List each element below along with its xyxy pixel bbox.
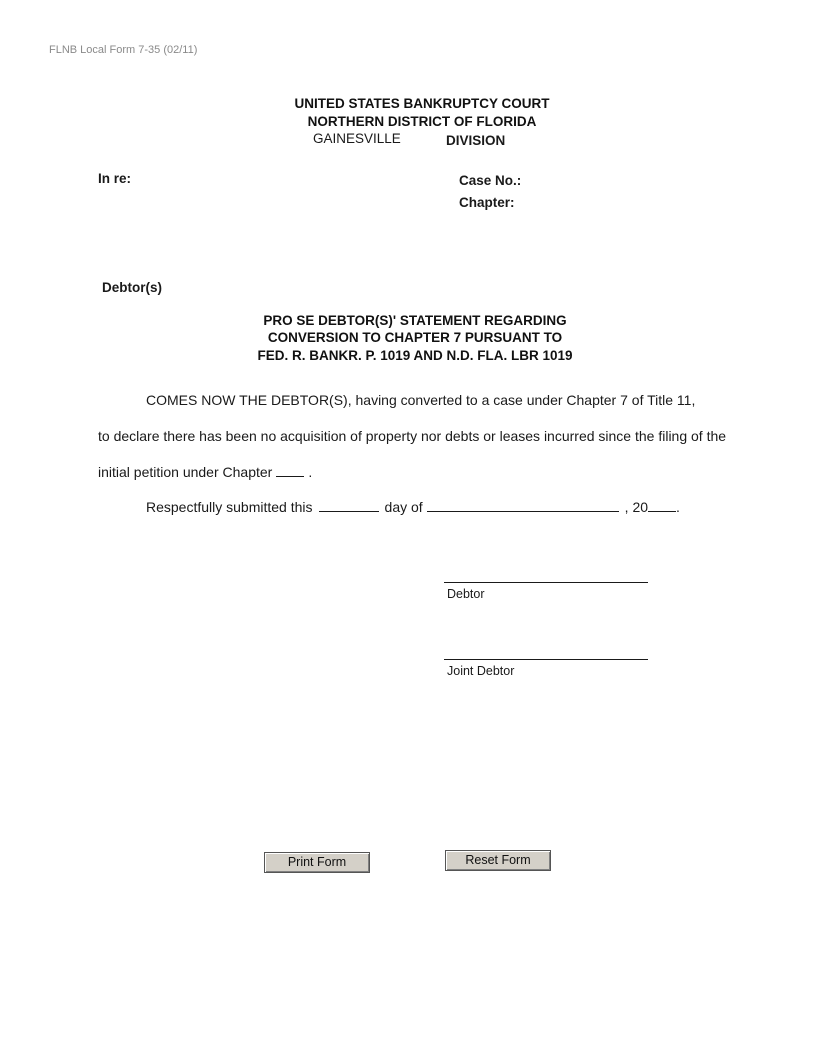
submission-line <box>146 498 680 515</box>
statement-paragraph-3 <box>98 463 312 480</box>
year-field[interactable] <box>648 498 676 512</box>
paragraph-3-prefix: initial petition under Chapter <box>98 464 273 480</box>
year-prefix: , 20 <box>624 499 649 515</box>
document-title-line-1: PRO SE DEBTOR(S)' STATEMENT REGARDING <box>263 313 567 328</box>
case-number-label: Case No.: <box>459 173 522 188</box>
form-identifier: FLNB Local Form 7-35 (02/11) <box>49 44 198 56</box>
joint-debtor-signature-label: Joint Debtor <box>447 664 515 678</box>
paragraph-3-suffix: . <box>308 464 313 480</box>
document-title-line-2: CONVERSION TO CHAPTER 7 PURSUANT TO <box>267 330 563 345</box>
chapter-label: Chapter: <box>459 195 515 210</box>
division-label: DIVISION <box>446 133 506 148</box>
in-re-label: In re: <box>98 171 132 186</box>
debtor-signature-label: Debtor <box>447 587 485 601</box>
prior-chapter-field[interactable] <box>276 463 304 477</box>
day-field[interactable] <box>319 498 379 512</box>
court-name: UNITED STATES BANKRUPTCY COURT <box>294 96 550 111</box>
document-title-line-3: FED. R. BANKR. P. 1019 AND N.D. FLA. LBR 1019 <box>257 348 573 363</box>
submission-suffix: . <box>676 499 680 515</box>
print-form-button[interactable]: Print Form <box>264 852 370 873</box>
day-of-label: day of <box>384 499 423 515</box>
statement-paragraph-1: COMES NOW THE DEBTOR(S), having converted to a case under Chapter 7 of Title 11, <box>146 392 696 408</box>
debtors-label: Debtor(s) <box>102 280 162 295</box>
reset-form-button[interactable]: Reset Form <box>445 850 551 871</box>
debtor-signature-line[interactable] <box>444 582 648 583</box>
month-field[interactable] <box>427 498 619 512</box>
division-name-field[interactable]: GAINESVILLE <box>313 131 401 146</box>
joint-debtor-signature-line[interactable] <box>444 659 648 660</box>
statement-paragraph-2: to declare there has been no acquisition of property nor debts or leases incurred since the filing of the <box>98 428 727 444</box>
court-district: NORTHERN DISTRICT OF FLORIDA <box>307 114 537 129</box>
submission-prefix: Respectfully submitted this <box>146 499 313 515</box>
